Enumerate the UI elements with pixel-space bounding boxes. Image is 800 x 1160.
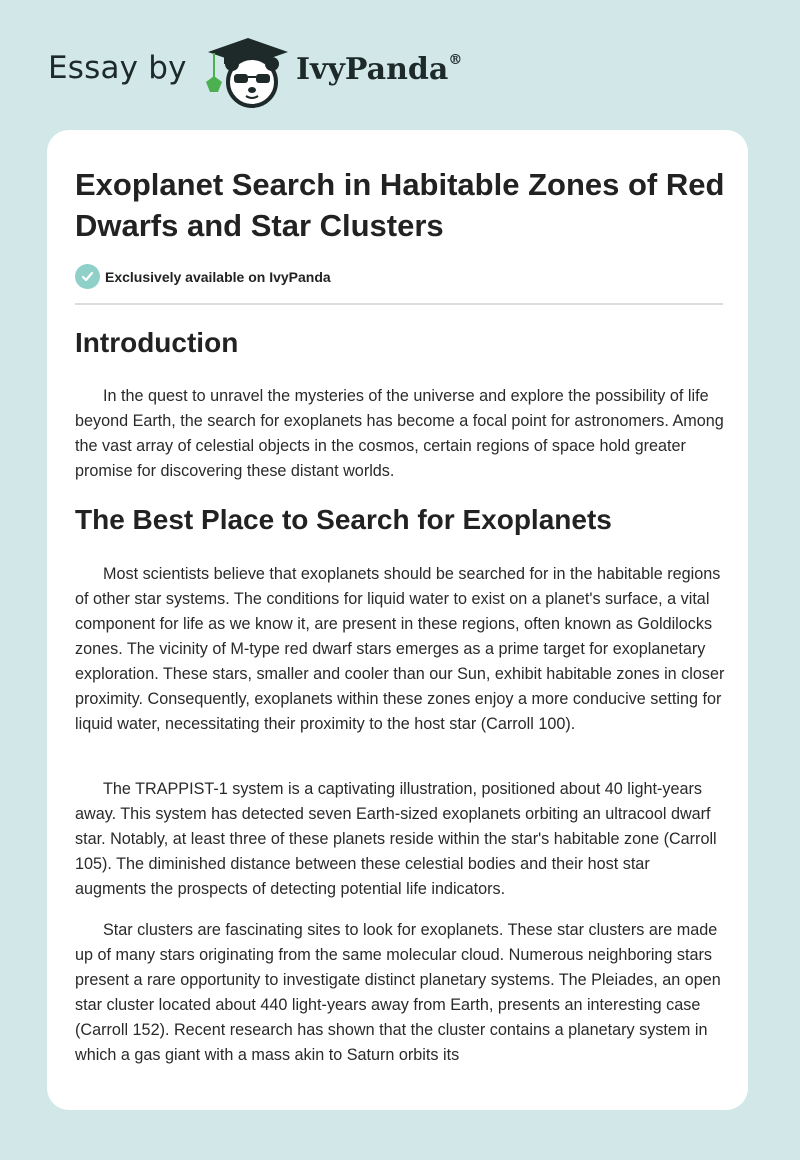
site-header xyxy=(0,0,800,130)
paragraph: In the quest to unravel the mysteries of the universe and explore the possibility of life beyond Earth, the search for exoplanets has become a focal point for astronomers. Among the vast array of celestial objects in the cosmos, certain regions of space hold greater promise for discovering these distant worlds. xyxy=(75,387,724,480)
section-heading-introduction: Introduction xyxy=(75,327,239,358)
essay-card xyxy=(47,130,748,1110)
paragraph: Most scientists believe that exoplanets should be searched for in the habitable regions of other star systems. The conditions for liquid water to exist on a planet's surface, a vital component for life as we know it, are present in these regions, often known as Goldilocks zones. The vicinity of M-type red dwarf stars emerges as a prime target for exoplanetary exploration. These stars, smaller and cooler than our Sun, exhibit habitable zones in closer proximity. Consequently, exoplanets within these zones enjoy a more conducive setting for liquid water, necessitating their proximity to the host star (Carroll 100). xyxy=(75,565,725,733)
divider xyxy=(75,303,723,305)
brand-logo[interactable]: IvyPanda® xyxy=(296,52,463,87)
check-circle-icon xyxy=(75,264,100,289)
page-title: Exoplanet Search in Habitable Zones of Red Dwarfs and Star Clusters xyxy=(75,167,725,243)
panda-graduate-icon[interactable] xyxy=(202,36,294,108)
paragraph: The TRAPPIST-1 system is a captivating illustration, positioned about 40 light-years away. This system has detected seven Earth-sized exoplanets orbiting an ultracool dwarf star. Notably, at least three of these planets reside within the star's habitable zone (Carroll 105). The diminished distance between these celestial bodies and their host star augments the prospects of detecting potential life indicators. xyxy=(75,780,717,898)
section-heading-best-place: The Best Place to Search for Exoplanets xyxy=(75,504,612,535)
essay-by-label: Essay by xyxy=(48,50,187,86)
exclusive-badge xyxy=(75,264,331,289)
paragraph: Star clusters are fascinating sites to look for exoplanets. These star clusters are made up of many stars originating from the same molecular cloud. Numerous neighboring stars present a rare opportunity to investigate distinct planetary systems. The Pleiades, an open star cluster located about 440 light-years away from Earth, presents an interesting case (Carroll 152). Recent research has shown that the cluster contains a planetary system in which a gas giant with a mass akin to Saturn orbits its xyxy=(75,921,721,1064)
exclusive-label: Exclusively available on IvyPanda xyxy=(105,268,331,285)
